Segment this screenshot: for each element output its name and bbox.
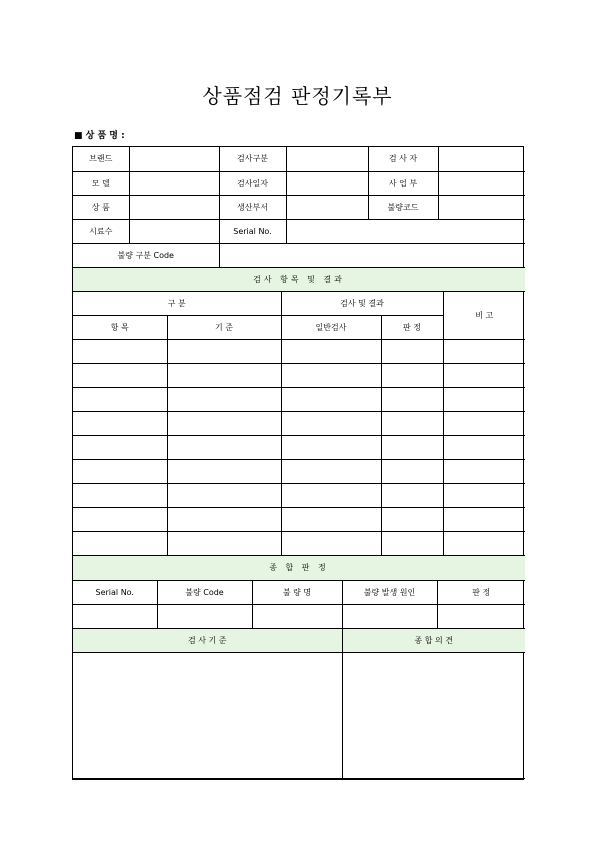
inspection-row (73, 460, 525, 484)
inspection-date-label: 검사일자 (219, 171, 286, 195)
general-inspection-cell[interactable] (281, 460, 381, 484)
item-cell[interactable] (73, 460, 167, 484)
standard-cell[interactable] (167, 436, 281, 460)
overall-serial-field[interactable] (73, 604, 157, 628)
defect-code-field[interactable] (438, 195, 525, 219)
inspection-row (73, 388, 525, 412)
standard-header: 기 준 (167, 316, 281, 340)
judgment-cell[interactable] (381, 436, 443, 460)
inspection-row (73, 484, 525, 508)
defect-code-label: 불량코드 (368, 195, 438, 219)
info-table (73, 147, 525, 268)
judgment-cell[interactable] (381, 388, 443, 412)
serial-no-field[interactable] (286, 219, 525, 243)
inspection-row (73, 364, 525, 388)
inspection-standard-title: 검 사 기 준 (73, 629, 342, 653)
inspection-section-title: 검사 항목 및 결과 (73, 268, 525, 292)
item-cell[interactable] (73, 484, 167, 508)
item-cell[interactable] (73, 532, 167, 556)
standard-cell[interactable] (167, 364, 281, 388)
brand-label: 브랜드 (73, 147, 129, 171)
remarks-cell[interactable] (443, 340, 525, 364)
general-inspection-cell[interactable] (281, 412, 381, 436)
product-label: 상 품 (73, 195, 129, 219)
product-field[interactable] (129, 195, 219, 219)
item-header: 항 목 (73, 316, 167, 340)
inspection-standard-area[interactable] (73, 653, 342, 779)
inspection-type-label: 검사구분 (219, 147, 286, 171)
model-label: 모 델 (73, 171, 129, 195)
remarks-cell[interactable] (443, 364, 525, 388)
remarks-cell[interactable] (443, 532, 525, 556)
general-inspection-cell[interactable] (281, 508, 381, 532)
remarks-header: 비 고 (443, 292, 525, 340)
item-cell[interactable] (73, 436, 167, 460)
standard-cell[interactable] (167, 340, 281, 364)
standard-cell[interactable] (167, 484, 281, 508)
brand-field[interactable] (129, 147, 219, 171)
remarks-cell[interactable] (443, 508, 525, 532)
general-inspection-cell[interactable] (281, 484, 381, 508)
inspection-row (73, 412, 525, 436)
remarks-cell[interactable] (443, 484, 525, 508)
standard-cell[interactable] (167, 532, 281, 556)
standard-cell[interactable] (167, 460, 281, 484)
inspection-row (73, 436, 525, 460)
standard-cell[interactable] (167, 412, 281, 436)
remarks-cell[interactable] (443, 388, 525, 412)
general-inspection-cell[interactable] (281, 436, 381, 460)
judgment-cell[interactable] (381, 412, 443, 436)
inspector-field[interactable] (438, 147, 525, 171)
inspection-type-field[interactable] (286, 147, 368, 171)
standard-cell[interactable] (167, 508, 281, 532)
inspection-table (73, 268, 525, 557)
inspector-label: 검 사 자 (368, 147, 438, 171)
overall-defect-cause-field[interactable] (342, 604, 437, 628)
overall-defect-name-field[interactable] (252, 604, 342, 628)
defect-type-code-field[interactable] (219, 243, 525, 267)
model-field[interactable] (129, 171, 219, 195)
overall-judgment-header: 판 정 (437, 580, 525, 604)
overall-serial-header: Serial No. (73, 580, 157, 604)
division-header: 구 분 (73, 292, 281, 316)
overall-opinion-title: 종 합 의 견 (342, 629, 525, 653)
business-unit-label: 사 업 부 (368, 171, 438, 195)
judgment-cell[interactable] (381, 340, 443, 364)
general-inspection-cell[interactable] (281, 388, 381, 412)
inspection-row (73, 532, 525, 556)
product-name-label: ■ 상 품 명 : (74, 131, 125, 141)
notes-table (73, 629, 525, 780)
judgment-cell[interactable] (381, 364, 443, 388)
general-inspection-cell[interactable] (281, 340, 381, 364)
inspection-row (73, 340, 525, 364)
judgment-cell[interactable] (381, 508, 443, 532)
overall-table (73, 556, 525, 629)
item-cell[interactable] (73, 388, 167, 412)
overall-section-title: 종 합 판 정 (73, 556, 525, 580)
inspection-form (72, 146, 524, 780)
remarks-cell[interactable] (443, 412, 525, 436)
inspection-date-field[interactable] (286, 171, 368, 195)
business-unit-field[interactable] (438, 171, 525, 195)
overall-defect-code-field[interactable] (157, 604, 252, 628)
general-inspection-cell[interactable] (281, 532, 381, 556)
standard-cell[interactable] (167, 388, 281, 412)
general-inspection-cell[interactable] (281, 364, 381, 388)
page-title: 상품점검 판정기록부 (202, 84, 393, 108)
judgment-cell[interactable] (381, 532, 443, 556)
item-cell[interactable] (73, 364, 167, 388)
judgment-header: 판 정 (381, 316, 443, 340)
item-cell[interactable] (73, 508, 167, 532)
defect-type-code-label: 불량 구분 Code (73, 243, 219, 267)
remarks-cell[interactable] (443, 460, 525, 484)
inspection-row (73, 508, 525, 532)
overall-defect-name-header: 불 량 명 (252, 580, 342, 604)
judgment-cell[interactable] (381, 460, 443, 484)
overall-opinion-area[interactable] (342, 653, 525, 779)
item-cell[interactable] (73, 340, 167, 364)
item-cell[interactable] (73, 412, 167, 436)
production-dept-field[interactable] (286, 195, 368, 219)
production-dept-label: 생산부서 (219, 195, 286, 219)
result-header: 검사 및 결과 (281, 292, 443, 316)
remarks-cell[interactable] (443, 436, 525, 460)
general-inspection-header: 일반검사 (281, 316, 381, 340)
overall-defect-cause-header: 불량 발생 원인 (342, 580, 437, 604)
overall-defect-code-header: 불량 Code (157, 580, 252, 604)
overall-judgment-field[interactable] (437, 604, 525, 628)
sample-qty-field[interactable] (129, 219, 219, 243)
judgment-cell[interactable] (381, 484, 443, 508)
serial-no-label: Serial No. (219, 219, 286, 243)
sample-qty-label: 시료수 (73, 219, 129, 243)
